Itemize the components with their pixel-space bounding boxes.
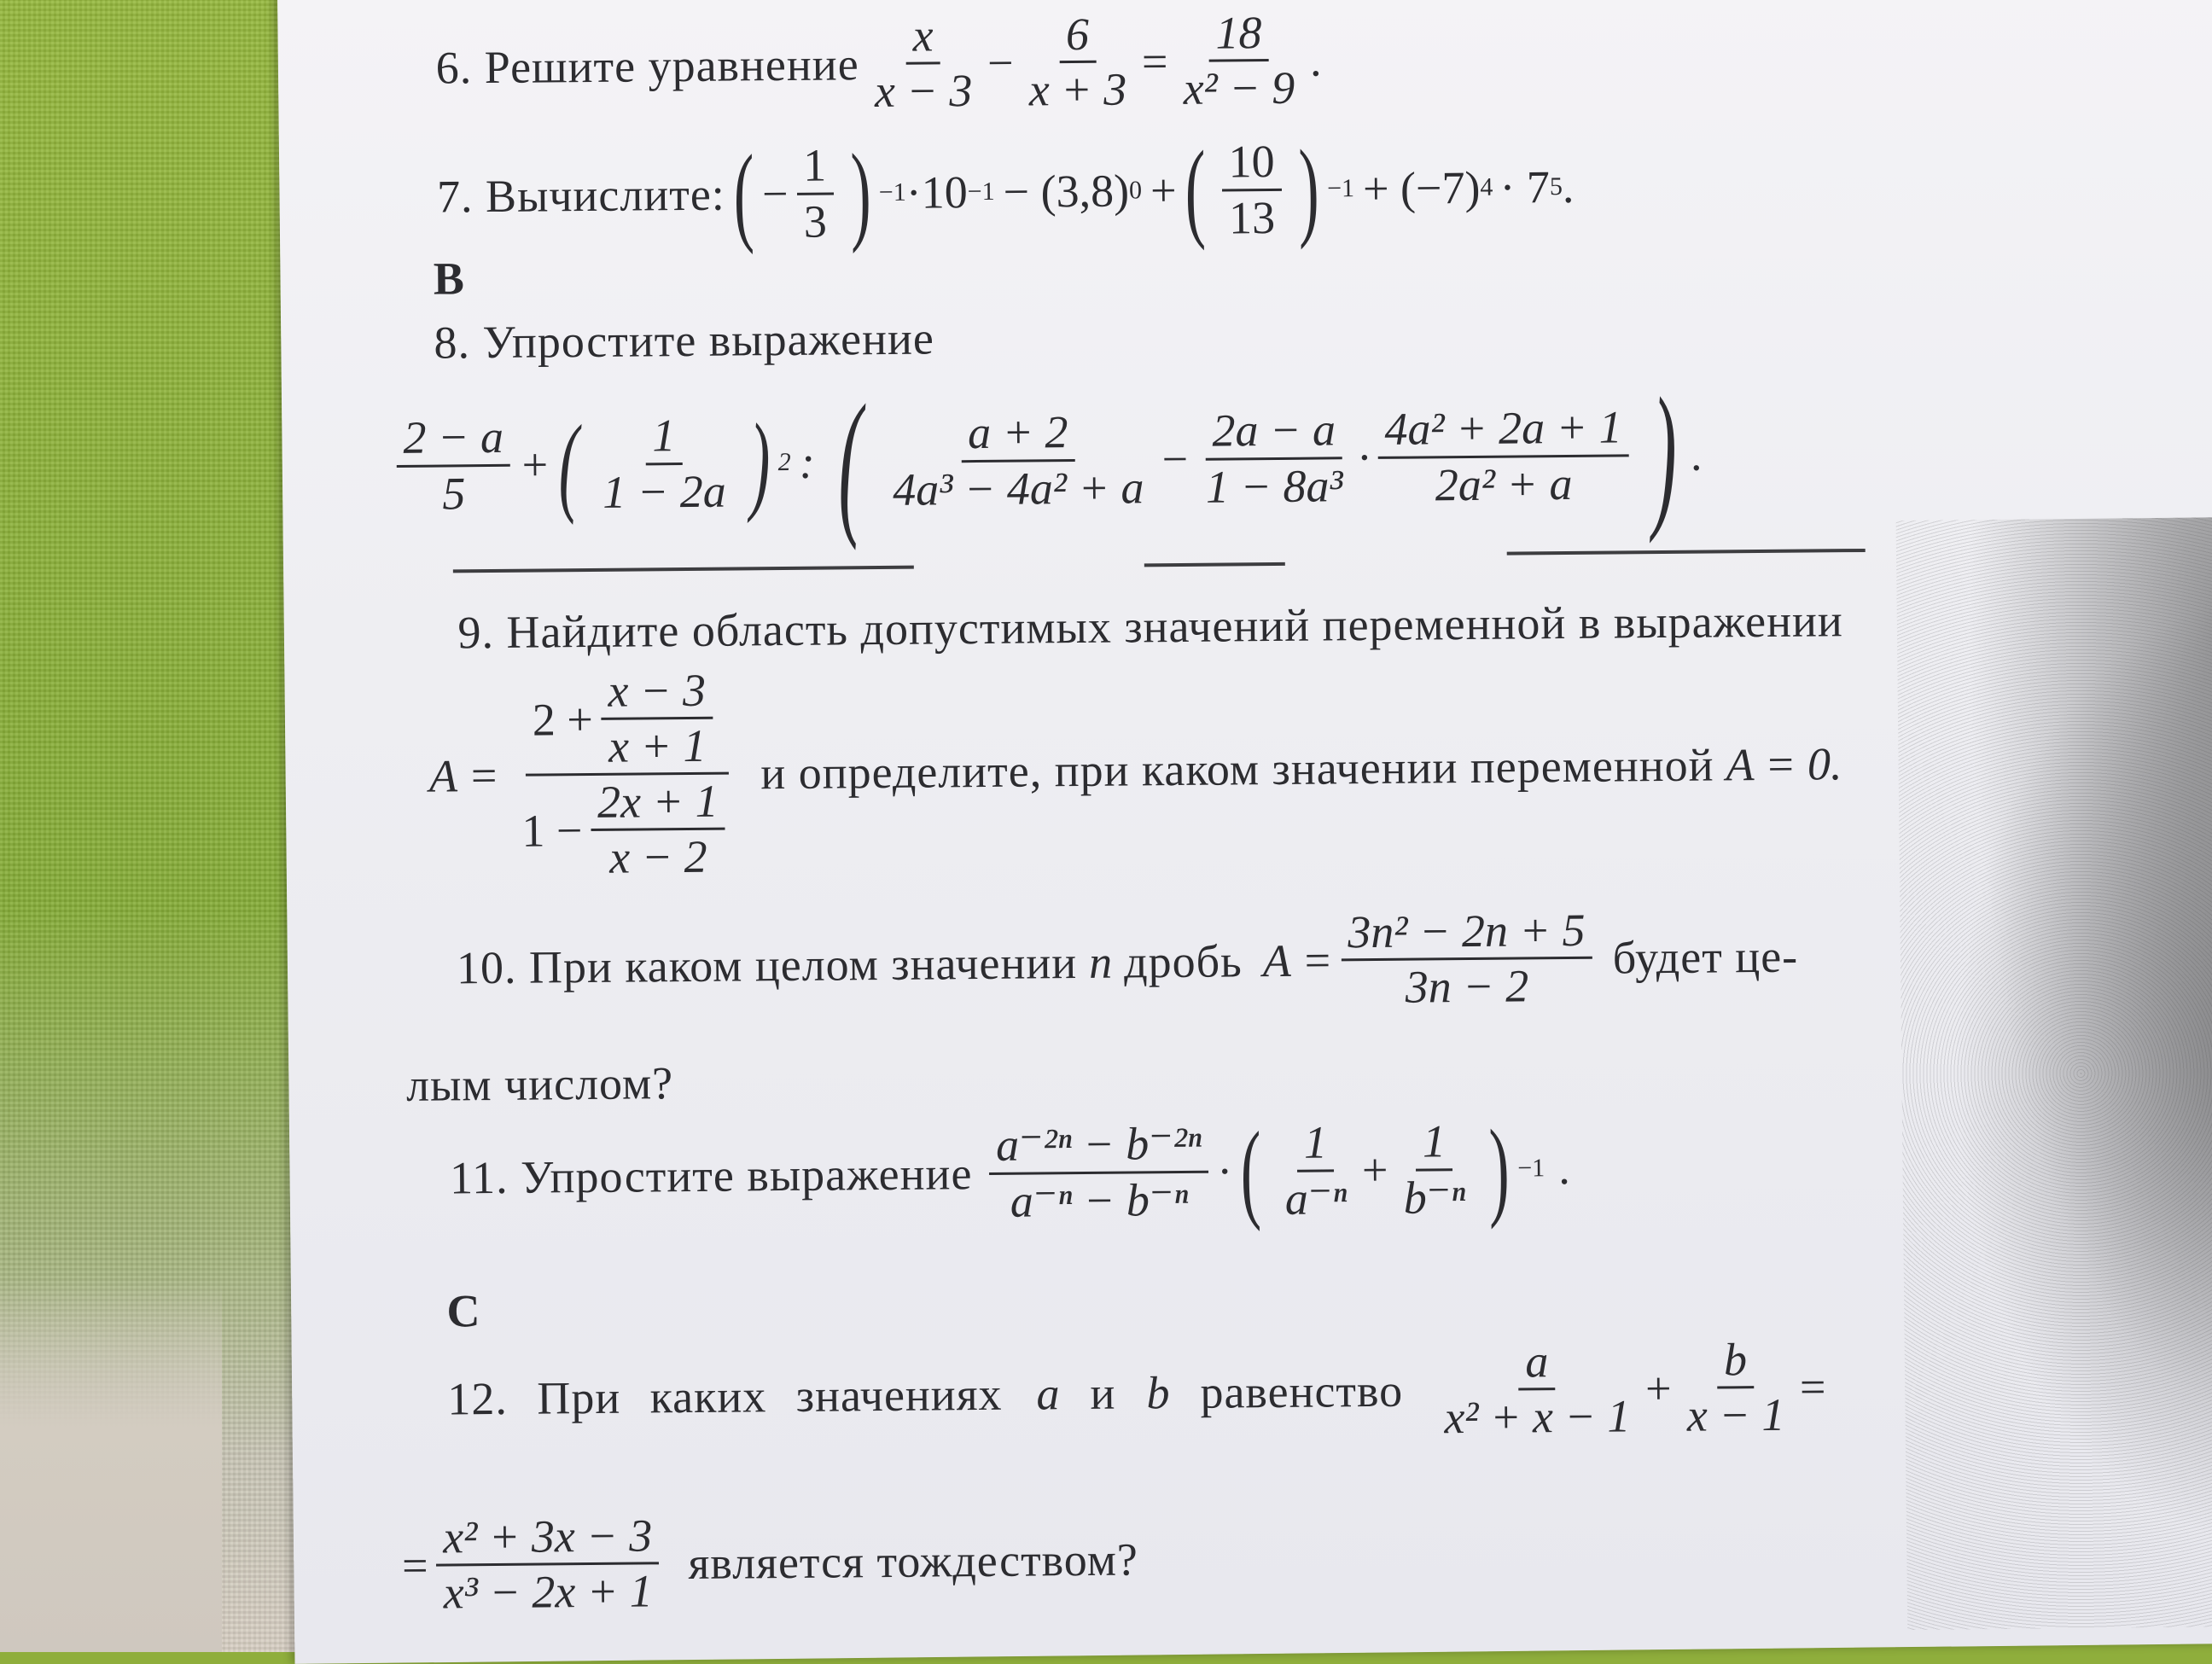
variable: a bbox=[1036, 1367, 1060, 1420]
problem-9 bbox=[457, 594, 1843, 659]
denominator: 2a² + a bbox=[1435, 457, 1573, 510]
period: . bbox=[1309, 34, 1322, 86]
numerator: 4a² + 2a + 1 bbox=[1377, 401, 1629, 459]
lhs: A = bbox=[1262, 934, 1333, 986]
period: . bbox=[1691, 428, 1703, 480]
fraction bbox=[601, 664, 713, 773]
exponent: −1 bbox=[878, 177, 906, 207]
paren-open: ( bbox=[1240, 1109, 1262, 1233]
denominator: x − 3 bbox=[874, 65, 973, 118]
exponent: 4 bbox=[1480, 172, 1493, 201]
fraction bbox=[1377, 401, 1629, 512]
exponent: −1 bbox=[1517, 1154, 1545, 1183]
paren-open: ( bbox=[557, 403, 579, 527]
problem-8-label: 8. Упростите выражение bbox=[434, 312, 935, 369]
numerator: 2 − a bbox=[396, 410, 510, 467]
period: . bbox=[1562, 160, 1575, 213]
denominator: a⁻ⁿ bbox=[1284, 1172, 1348, 1225]
fraction bbox=[595, 409, 733, 519]
denominator: x + 3 bbox=[1028, 63, 1127, 116]
paren-close: ) bbox=[748, 401, 771, 525]
fraction bbox=[1396, 1114, 1473, 1224]
word: и bbox=[1090, 1367, 1116, 1419]
numerator: 2a − a bbox=[1205, 404, 1342, 460]
operator: + bbox=[1644, 1362, 1672, 1414]
operator: · bbox=[1216, 1145, 1233, 1197]
section-b-heading bbox=[434, 252, 465, 305]
term: − (3,8) bbox=[1003, 165, 1130, 218]
operator: − bbox=[761, 167, 789, 220]
denominator: x² − 9 bbox=[1183, 61, 1295, 114]
problem-12 bbox=[447, 1332, 1826, 1452]
paren-open: ( bbox=[1184, 128, 1206, 252]
denominator: 1 − 8a³ bbox=[1205, 459, 1343, 513]
numerator: a⁻²ⁿ − b⁻²ⁿ bbox=[989, 1117, 1208, 1174]
denominator: b⁻ⁿ bbox=[1403, 1171, 1466, 1224]
problem-11-label: 11. Упростите выражение bbox=[449, 1148, 973, 1204]
denominator: x + 1 bbox=[608, 719, 707, 772]
paren-close: ) bbox=[1651, 364, 1678, 545]
exponent: 5 bbox=[1549, 172, 1563, 201]
separator-line bbox=[453, 566, 914, 573]
term: · 7 bbox=[1499, 161, 1551, 213]
problem-12-text: является тождеством? bbox=[688, 1533, 1139, 1589]
operator: + bbox=[1150, 164, 1177, 217]
separator-line bbox=[1507, 549, 1866, 556]
fraction bbox=[1221, 135, 1282, 244]
denominator: x² + x − 1 bbox=[1444, 1390, 1631, 1444]
separator-line bbox=[1144, 562, 1285, 567]
section-letter: В bbox=[433, 253, 465, 305]
problem-11 bbox=[449, 1107, 1570, 1233]
problem-12-continuation bbox=[401, 1504, 1138, 1620]
problem-12-label: 12. При каких значениях bbox=[447, 1368, 1003, 1425]
operator: · bbox=[1358, 432, 1371, 484]
denominator: 3 bbox=[803, 195, 828, 247]
numerator: a + 2 bbox=[961, 405, 1075, 462]
problem-9-label: 9. Найдите область допустимых значений переменной в выражении bbox=[457, 595, 1844, 659]
term: ·10 bbox=[905, 166, 968, 218]
denominator: 5 bbox=[442, 467, 466, 519]
numerator: 3n² − 2n + 5 bbox=[1341, 904, 1592, 962]
word: равенство bbox=[1200, 1364, 1404, 1418]
fraction bbox=[396, 410, 511, 520]
section-c-heading bbox=[446, 1284, 480, 1337]
fraction bbox=[1341, 904, 1592, 1015]
exponent: 2 bbox=[777, 447, 791, 477]
operator: − bbox=[987, 37, 1014, 89]
fraction bbox=[1198, 404, 1350, 514]
numerator: 1 bbox=[1416, 1115, 1453, 1171]
problem-7-label: 7. Вычислите: bbox=[436, 168, 726, 223]
period: . bbox=[1557, 1142, 1570, 1195]
denominator: 13 bbox=[1228, 191, 1276, 243]
fraction bbox=[1022, 7, 1134, 116]
fraction bbox=[591, 775, 726, 885]
fraction bbox=[867, 9, 980, 118]
exponent: −1 bbox=[1326, 174, 1355, 203]
numerator: 10 bbox=[1221, 135, 1282, 191]
problem-10-continuation bbox=[406, 1056, 674, 1112]
numerator: 6 bbox=[1059, 8, 1097, 63]
paren-close: ) bbox=[849, 131, 871, 255]
problem-10-text: будет це- bbox=[1612, 930, 1799, 984]
paren-close: ) bbox=[1488, 1107, 1511, 1231]
fraction bbox=[885, 405, 1150, 516]
operator: = bbox=[1141, 35, 1168, 87]
problem-9-text: и определите, при каком значении переменной bbox=[760, 739, 1714, 799]
fraction bbox=[1679, 1333, 1792, 1442]
exponent: 0 bbox=[1128, 176, 1143, 205]
numerator bbox=[525, 664, 729, 777]
denominator bbox=[515, 775, 741, 885]
problem-8-expression bbox=[387, 364, 1704, 552]
fraction bbox=[989, 1117, 1209, 1227]
numerator: 1 bbox=[645, 409, 683, 464]
problem-8 bbox=[434, 311, 934, 369]
exponent: −1 bbox=[967, 177, 995, 207]
operator: = bbox=[1799, 1360, 1826, 1413]
operator: + bbox=[1361, 1143, 1388, 1196]
numerator: 2x + 1 bbox=[591, 775, 725, 831]
numerator: 1 bbox=[796, 139, 834, 195]
operator: = bbox=[401, 1539, 428, 1591]
problem-9-expression bbox=[428, 654, 1843, 886]
denominator: 4a³ − 4a² + a bbox=[893, 461, 1144, 515]
numerator: 1 bbox=[1297, 1116, 1335, 1172]
fraction bbox=[1176, 6, 1302, 115]
paren-open: ( bbox=[837, 372, 864, 552]
fraction bbox=[436, 1509, 660, 1619]
condition: A = 0. bbox=[1726, 737, 1842, 791]
operator: − bbox=[1158, 433, 1190, 486]
paren-close: ) bbox=[1297, 127, 1320, 251]
continuation-text: лым числом? bbox=[405, 1057, 674, 1111]
paren-open: ( bbox=[732, 132, 754, 256]
problem-7 bbox=[436, 127, 1575, 256]
complex-fraction bbox=[514, 663, 742, 885]
denominator: 1 − 2a bbox=[602, 465, 726, 518]
numerator: x − 3 bbox=[601, 664, 713, 720]
word: дробь bbox=[1123, 934, 1243, 988]
section-letter: С bbox=[446, 1285, 480, 1337]
lhs: A = bbox=[428, 749, 500, 802]
denominator: 3n − 2 bbox=[1405, 960, 1529, 1013]
numerator: x² + 3x − 3 bbox=[436, 1509, 660, 1566]
denominator: x − 1 bbox=[1686, 1388, 1785, 1441]
numerator: x bbox=[905, 9, 940, 64]
fraction bbox=[1278, 1116, 1354, 1225]
fraction bbox=[796, 139, 834, 248]
term: + (−7) bbox=[1362, 161, 1481, 215]
problem-10 bbox=[456, 902, 1798, 1022]
numerator: 18 bbox=[1208, 6, 1269, 62]
fraction bbox=[1437, 1334, 1638, 1444]
numerator: a bbox=[1518, 1335, 1556, 1390]
problem-6-label: 6. Решите уравнение bbox=[435, 38, 859, 94]
operator: + bbox=[518, 439, 550, 491]
problem-6 bbox=[435, 5, 1322, 121]
operator: : bbox=[799, 436, 815, 488]
numerator: b bbox=[1717, 1333, 1755, 1388]
denominator: x − 2 bbox=[608, 831, 707, 884]
denominator: a⁻ⁿ − b⁻ⁿ bbox=[1010, 1173, 1189, 1227]
problem-10-label: 10. При каком целом значении bbox=[456, 936, 1078, 993]
denominator: x³ − 2x + 1 bbox=[443, 1565, 654, 1619]
term: 2 + bbox=[532, 693, 594, 746]
term: 1 − bbox=[521, 804, 583, 857]
variable: n bbox=[1088, 936, 1113, 988]
variable: b bbox=[1146, 1366, 1170, 1418]
